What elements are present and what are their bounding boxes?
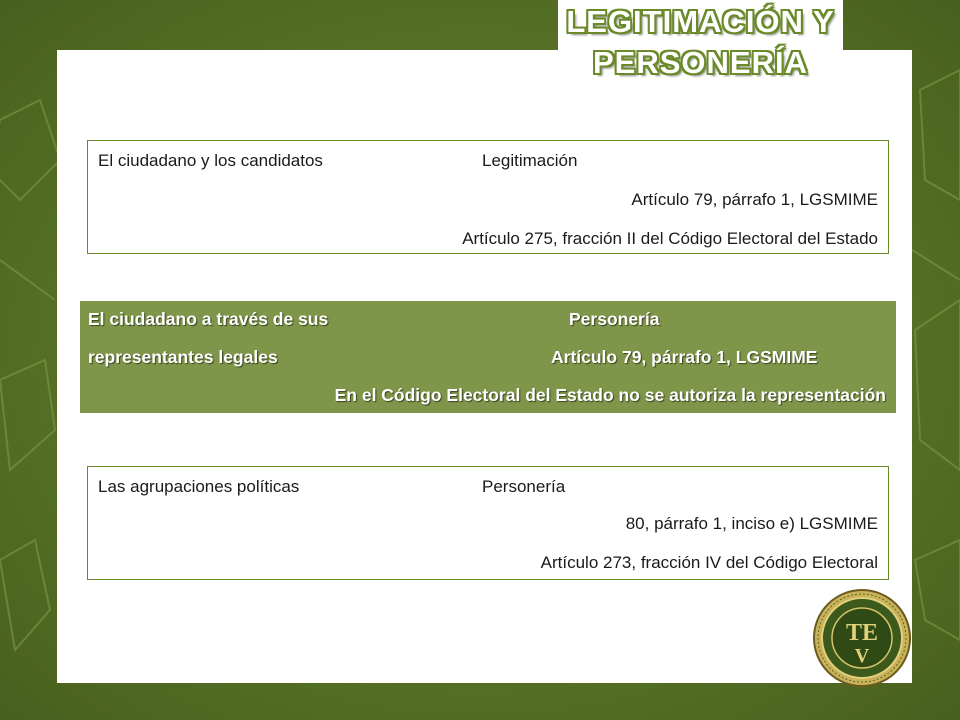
box2-heading: Personería bbox=[569, 309, 660, 329]
legitimacion-box bbox=[87, 140, 889, 254]
box2-note: En el Código Electoral del Estado no se autoriza la representación bbox=[334, 385, 886, 405]
personeria-agrupaciones-box bbox=[87, 466, 889, 580]
personeria-representantes-box bbox=[80, 301, 896, 413]
box1-article-79: Artículo 79, párrafo 1, LGSMIME bbox=[631, 190, 878, 209]
tribunal-seal-icon bbox=[812, 588, 912, 688]
box2-subject-line-1: El ciudadano a través de sus bbox=[88, 309, 329, 329]
seal-letters-top: TE bbox=[845, 620, 879, 646]
box3-heading: Personería bbox=[482, 477, 566, 496]
box3-article-80: 80, párrafo 1, inciso e) LGSMIME bbox=[625, 514, 878, 533]
seal-letters-bottom: V bbox=[854, 645, 870, 667]
slide-title-line-1: LEGITIMACIÓN Y bbox=[566, 4, 835, 39]
box2-subject-line-2: representantes legales bbox=[88, 347, 278, 367]
box3-subject: Las agrupaciones políticas bbox=[98, 477, 300, 496]
box2-article-79: Artículo 79, párrafo 1, LGSMIME bbox=[551, 347, 818, 367]
slide-title-line-2: PERSONERÍA bbox=[593, 45, 808, 80]
box1-heading: Legitimación bbox=[482, 151, 578, 170]
box1-article-275: Artículo 275, fracción II del Código Electoral del Estado bbox=[462, 229, 878, 248]
box3-article-273: Artículo 273, fracción IV del Código Electoral bbox=[540, 553, 878, 572]
box1-subject: El ciudadano y los candidatos bbox=[98, 151, 323, 170]
